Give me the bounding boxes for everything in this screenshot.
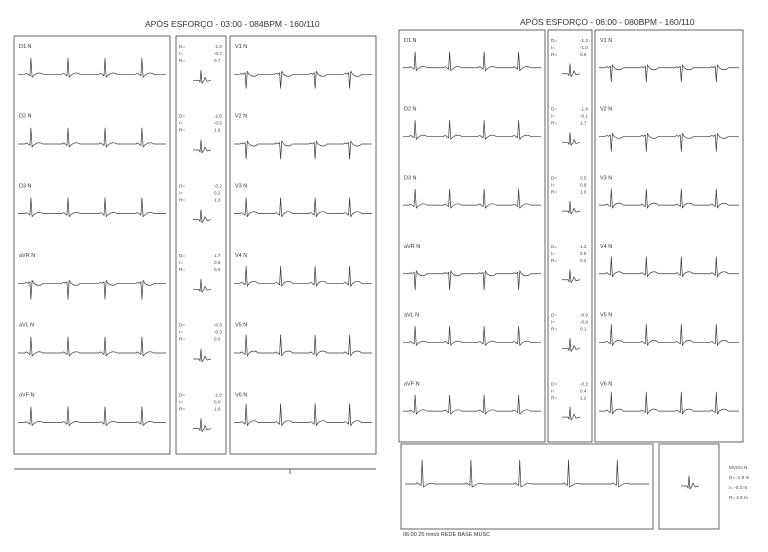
measure-value-i: 0.9 [580,182,587,188]
chest-lead-trace [234,198,372,217]
chest-lead-label: V3 N [600,175,613,182]
measure-value-i: -1.0 [580,45,588,50]
right-ecg-traces [395,14,755,546]
chest-lead-label: V5 N [235,322,248,329]
limb-lead-label: D1 N [404,38,417,44]
measure-label-r: R= [551,52,558,57]
measure-value-r: 0.0 [214,267,221,272]
measure-value-d: 0.5 [580,175,587,181]
measure-label-r: R= [551,395,558,401]
limb-lead-trace [18,128,166,147]
measure-value-i: -0.7 [214,51,222,56]
limb-lead-label: aVL N [404,312,420,319]
limb-lead-trace [403,326,541,345]
measure-label-r: R= [179,127,186,133]
measure-value-i: 0.5 [580,251,587,256]
measure-value-i: -0.9 [580,319,588,325]
measure-mini-complex [562,270,580,283]
measure-label-i: I= [179,399,183,405]
measure-label-d: D= [551,244,558,249]
measure-value-d: -0.9 [580,312,588,318]
limb-lead-label: aVF N [19,392,35,399]
measure-label-d: D= [551,175,558,181]
limb-leads-panel [14,36,170,454]
chest-lead-trace [599,257,739,277]
measure-label-i: I= [179,120,183,126]
limb-lead-label: aVL N [19,322,35,329]
measure-value-i: -0.3 [214,329,222,335]
right-sheet-footer: 06:00 25 mm/s REDE BASE MUSC [403,532,491,538]
measurement-panel [176,36,226,454]
measure-label-r: R= [179,267,186,272]
measure-label-i: I= [551,45,555,50]
chest-lead-trace [234,141,372,159]
chest-lead-label: V2 N [235,113,248,120]
chest-lead-trace [599,65,739,82]
measure-label-d: D= [179,183,186,189]
measure-value-r: 0.1 [580,326,587,332]
measure-mini-complex [562,132,580,145]
chest-lead-trace [234,404,372,426]
measure-label-r: R= [551,189,558,195]
measure-value-r: 0.2 [580,258,587,263]
chest-lead-trace [234,71,372,88]
measure-label-r: R= [179,58,186,63]
measure-value-r: 0.0 [214,336,221,342]
chest-lead-label: V1 N [235,44,248,50]
measure-label-i: I= [179,329,183,335]
measure-mini-complex [193,210,211,223]
chest-lead-label: V5 N [600,312,613,319]
measure-label-i: I= [551,251,555,256]
measure-value-d: -1.0 [214,392,222,398]
averaged-complex-panel [659,444,719,529]
measure-value-d: -0.2 [580,381,588,387]
measure-label-i: I= [179,51,183,56]
measure-label-d: D= [179,113,186,119]
measure-mini-complex [193,419,211,432]
measure-value-i: -0.5 [214,120,222,126]
measure-value-r: 1.3 [214,197,221,203]
measure-label-r: R= [551,258,558,263]
measure-value-r: 1.6 [214,406,221,412]
right-ecg-sheet [395,14,755,546]
rhythm-strip-trace [405,460,649,487]
limb-lead-trace [18,58,166,77]
measure-label-i: I= [551,113,555,119]
chest-leads-panel [230,36,376,454]
limb-lead-trace [403,271,541,290]
measurement-panel [548,30,592,442]
measure-label-d: D= [551,312,558,318]
side-measure-text: I= -0.3 m [729,485,748,490]
limb-lead-label: D2 N [404,106,417,113]
measure-value-d: -0.2 [214,183,222,189]
chest-lead-trace [234,335,372,356]
chest-lead-label: V3 N [235,183,248,190]
limb-leads-panel [399,30,545,442]
chest-lead-label: V1 N [600,38,613,44]
limb-lead-trace [18,280,166,299]
measure-mini-complex [562,64,580,77]
measure-label-d: D= [551,106,558,112]
measure-value-r: 1.9 [214,127,221,133]
measure-label-r: R= [551,326,558,332]
limb-lead-trace [18,407,166,426]
measure-value-r: 0.7 [214,58,221,63]
measure-label-r: R= [179,336,186,342]
left-ecg-traces [10,14,380,474]
measure-value-i: -0.1 [580,113,588,119]
measure-label-d: D= [551,381,558,387]
measure-value-r: 0.6 [580,52,587,57]
measure-value-d: -1.3 [580,38,588,43]
chest-lead-trace [599,189,739,208]
limb-lead-label: D2 N [19,113,32,120]
side-measure-text: MVSm N [729,465,748,470]
chest-lead-label: V6 N [235,392,248,399]
limb-lead-trace [18,337,166,356]
measure-mini-complex [562,407,580,420]
measure-label-i: I= [179,190,183,196]
measure-label-i: I= [551,388,555,394]
measure-label-d: D= [179,322,186,328]
averaged-complex-trace [681,476,699,489]
chest-lead-label: V2 N [600,106,613,113]
limb-lead-trace [18,198,166,217]
measure-mini-complex [193,349,211,362]
right-sheet-title: APÓS ESFORÇO - 06:00 - 080BPM - 160/110 [520,17,695,27]
measure-label-r: R= [179,406,186,412]
measure-label-d: D= [179,392,186,398]
measure-value-d: -0.6 [214,322,222,328]
measure-value-d: 1.7 [214,253,221,258]
measure-mini-complex [193,70,211,83]
chest-lead-label: V4 N [235,253,248,259]
measure-label-r: R= [551,120,558,126]
limb-lead-label: D3 N [404,175,417,182]
measure-label-i: I= [551,182,555,188]
measure-value-i: 0.4 [580,388,587,394]
measure-value-r: 1.7 [580,120,587,126]
measure-value-d: 1.3 [580,244,587,249]
limb-lead-label: D1 N [19,44,32,50]
measure-mini-complex [193,279,211,292]
measure-label-d: D= [551,38,558,43]
measure-value-d: -1.0 [214,113,222,119]
chest-lead-trace [599,392,739,414]
measure-value-i: 0.2 [214,190,221,196]
measure-value-i: 0.0 [214,399,221,405]
rhythm-strip-panel [401,444,653,529]
limb-lead-trace [403,395,541,414]
limb-lead-label: aVF N [404,381,420,388]
limb-lead-trace [403,189,541,208]
limb-lead-label: D3 N [19,183,32,190]
measure-label-i: I= [179,260,183,265]
chest-leads-panel [595,30,743,442]
left-sheet-title: APÓS ESFORÇO - 03:00 - 084BPM - 160/110 [145,19,320,29]
side-measure-text: D= -1.8 m [729,475,750,480]
measure-mini-complex [562,201,580,214]
limb-lead-trace [403,52,541,71]
measure-value-r: 1.2 [580,395,587,401]
measure-label-d: D= [179,44,186,49]
limb-lead-label: aVR N [19,253,36,259]
limb-lead-trace [403,120,541,139]
measure-value-d: -1.0 [214,44,222,49]
left-ecg-sheet [10,14,380,474]
measure-mini-complex [193,140,211,153]
measure-label-d: D= [179,253,186,258]
measure-mini-complex [562,338,580,351]
limb-lead-label: aVR N [404,244,421,250]
measure-value-d: -1.9 [580,106,588,112]
measure-value-r: 1.0 [580,189,587,195]
chest-lead-label: V4 N [600,244,613,250]
chest-lead-trace [599,324,739,345]
chest-lead-trace [599,133,739,151]
measure-value-i: 0.6 [214,260,221,265]
chest-lead-trace [234,266,372,286]
chest-lead-label: V6 N [600,381,613,388]
measure-label-i: I= [551,319,555,325]
side-measure-text: R= 2.6 m [729,495,748,500]
measure-label-r: R= [179,197,186,203]
